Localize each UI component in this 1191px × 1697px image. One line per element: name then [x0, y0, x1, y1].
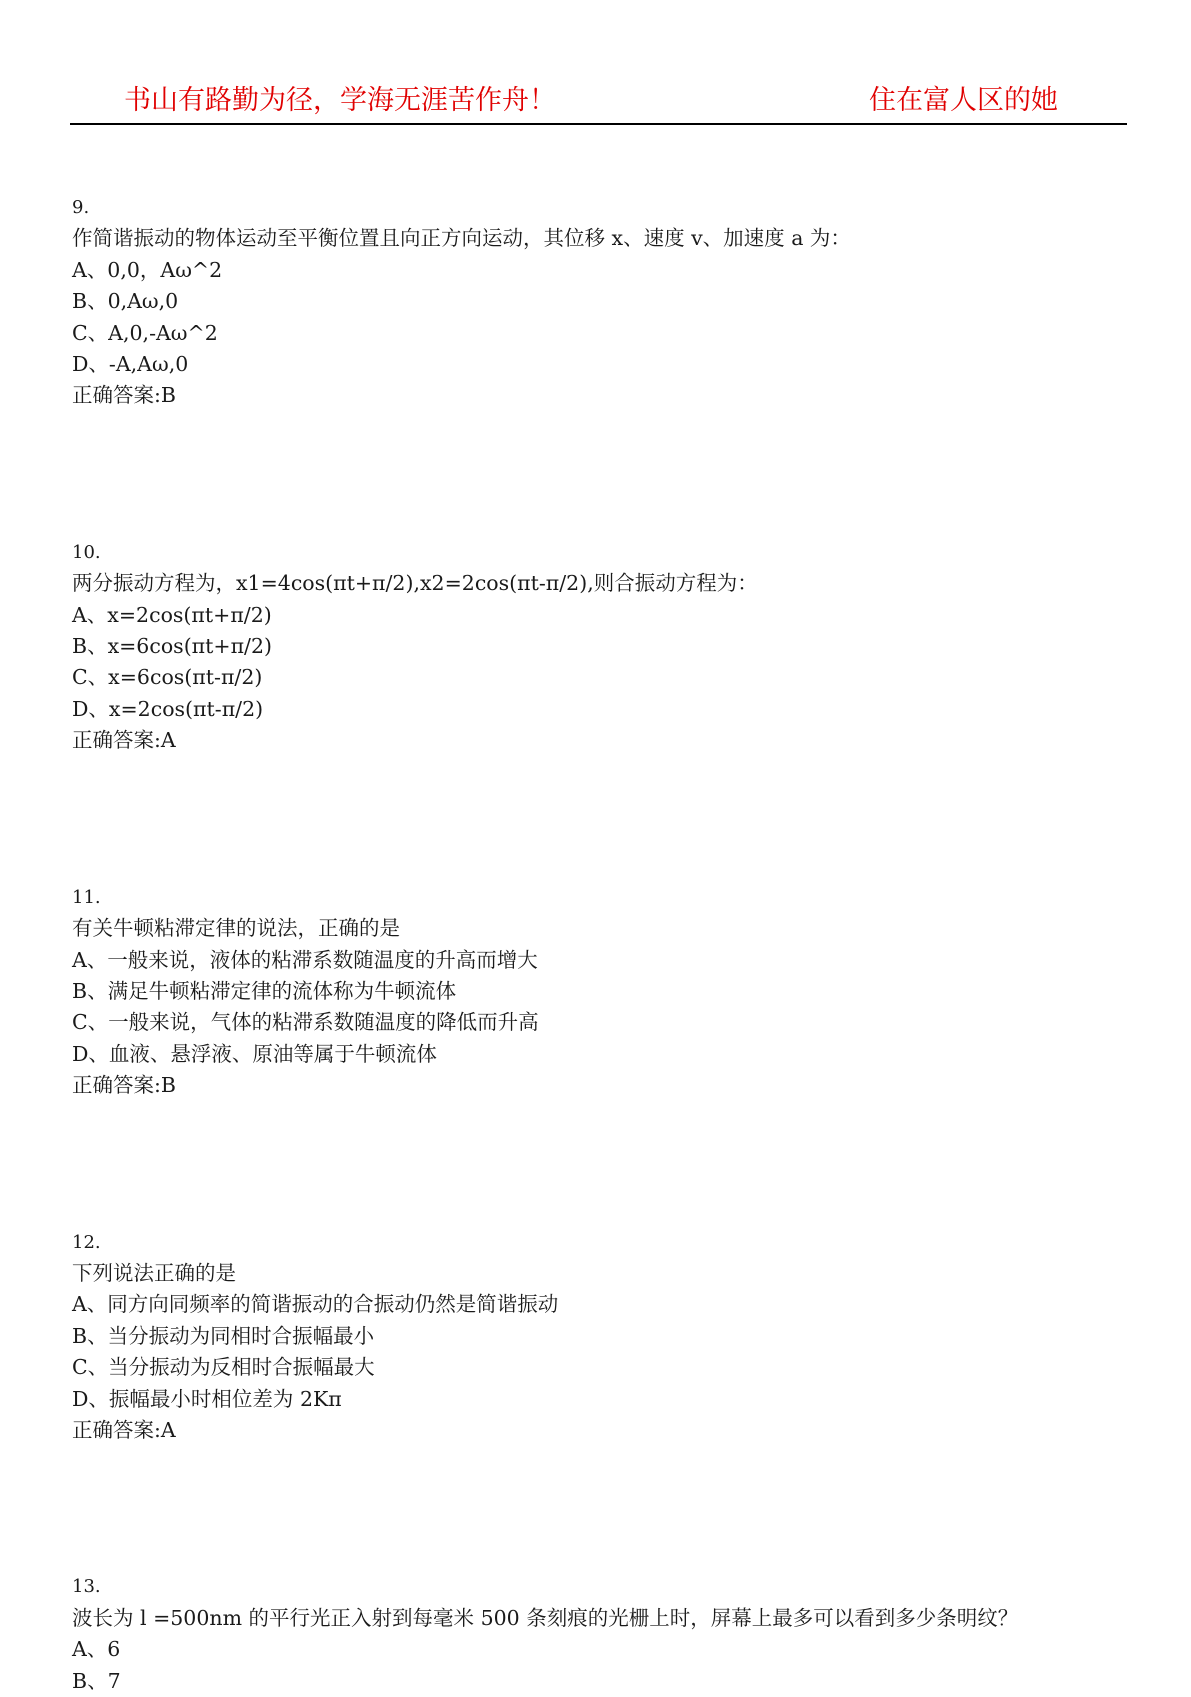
question-9 — [72, 192, 1132, 412]
question-10 — [72, 537, 1132, 757]
option-d: D、x=2cos(πt-π/2) — [72, 696, 264, 721]
option-d: D、-A,Aω,0 — [72, 352, 189, 377]
correct-answer: 正确答案:A — [72, 1417, 176, 1442]
question-number: 13. — [72, 1576, 101, 1598]
question-12 — [72, 1227, 1132, 1447]
option-c: C、当分振动为反相时合振幅最大 — [72, 1355, 375, 1380]
correct-answer: 正确答案:B — [72, 1073, 176, 1098]
option-c: C、一般来说，气体的粘滞系数随温度的降低而升高 — [72, 1010, 539, 1035]
option-b: B、当分振动为同相时合振幅最小 — [72, 1323, 375, 1348]
question-stem: 下列说法正确的是 — [72, 1260, 236, 1285]
header-motto-left: 书山有路勤为径，学海无涯苦作舟！ — [124, 85, 556, 116]
header-motto-right: 住在富人区的她 — [869, 85, 1058, 116]
question-stem: 作简谐振动的物体运动至平衡位置且向正方向运动，其位移 x、速度 v、加速度 a 为： — [72, 226, 851, 251]
header-divider — [70, 123, 1127, 125]
question-number: 10. — [72, 541, 101, 563]
question-13 — [72, 1571, 1132, 1697]
option-d: D、血液、悬浮液、原油等属于牛顿流体 — [72, 1041, 437, 1066]
question-stem: 波长为 l =500nm 的平行光正入射到每毫米 500 条刻痕的光栅上时，屏幕上最多可以看到多少条明纹？ — [72, 1605, 1019, 1630]
option-a: A、6 — [72, 1637, 121, 1662]
option-b: B、x=6cos(πt+π/2) — [72, 634, 272, 659]
option-b: B、满足牛顿粘滞定律的流体称为牛顿流体 — [72, 978, 457, 1003]
question-stem: 两分振动方程为，x1=4cos(πt+π/2),x2=2cos(πt-π/2),则合振动方程为： — [72, 571, 758, 596]
correct-answer: 正确答案:B — [72, 383, 176, 408]
question-11 — [72, 882, 1132, 1102]
option-a: A、一般来说，液体的粘滞系数随温度的升高而增大 — [72, 947, 538, 972]
option-a: A、同方向同频率的简谐振动的合振动仍然是简谐振动 — [72, 1292, 559, 1317]
option-a: A、x=2cos(πt+π/2) — [72, 602, 272, 627]
page-header — [124, 78, 1074, 118]
question-stem: 有关牛顿粘滞定律的说法，正确的是 — [72, 916, 400, 941]
option-c: C、x=6cos(πt-π/2) — [72, 665, 263, 690]
question-number: 12. — [72, 1231, 101, 1253]
question-list — [72, 192, 1132, 1697]
option-b: B、0,Aω,0 — [72, 289, 179, 314]
correct-answer: 正确答案:A — [72, 728, 176, 753]
option-a: A、0,0，Aω^2 — [72, 257, 223, 282]
question-number: 11. — [72, 886, 101, 908]
option-d: D、振幅最小时相位差为 2Kπ — [72, 1386, 342, 1411]
option-c: C、A,0,-Aω^2 — [72, 320, 218, 345]
question-number: 9. — [72, 197, 90, 218]
option-b: B、7 — [72, 1668, 121, 1693]
